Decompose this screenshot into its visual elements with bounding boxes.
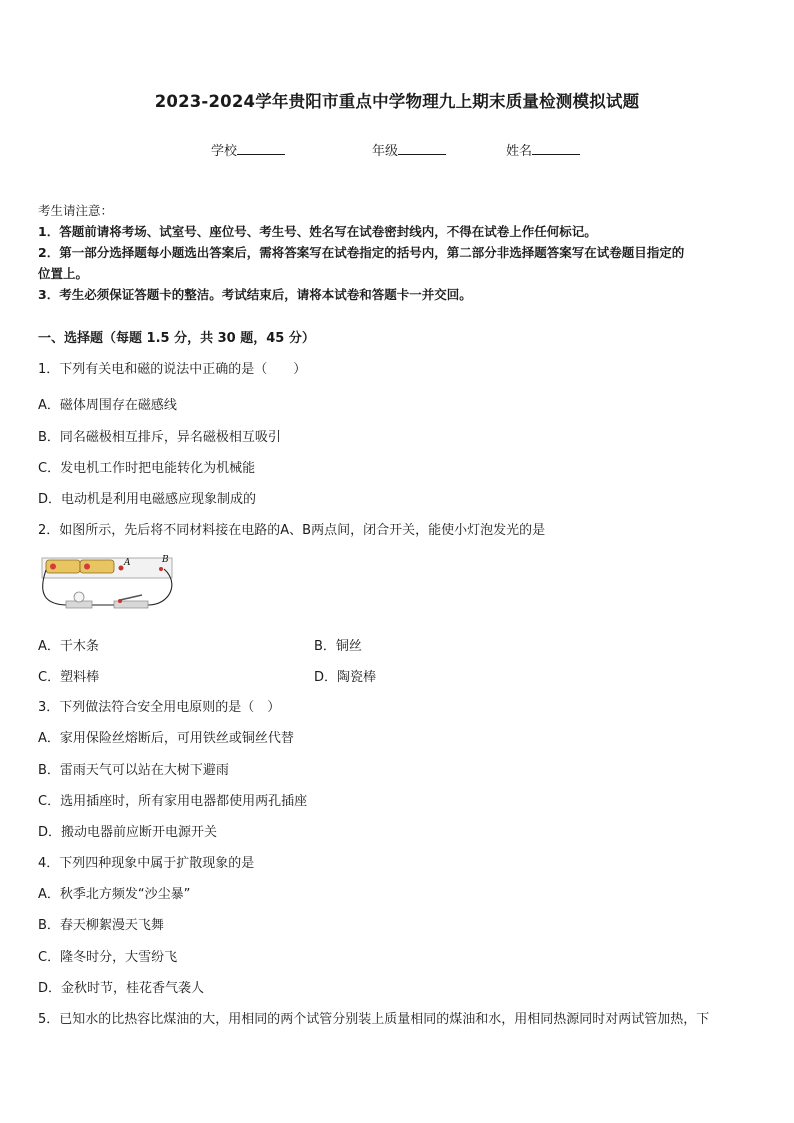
circuit-diagram (38, 553, 178, 615)
option-d[interactable]: D．陶瓷棒 (314, 670, 377, 685)
option-c[interactable]: C．发电机工作时把电能转化为机械能 (38, 461, 256, 476)
notice-item: 位置上。 (38, 266, 89, 281)
grade-label: 年级 (372, 144, 399, 159)
terminal-a (119, 566, 124, 571)
option-c[interactable]: C．隆冬时分，大雪纷飞 (38, 950, 178, 965)
question-stem: 4．下列四种现象中属于扩散现象的是 (38, 856, 255, 871)
notice-item: 2．第一部分选择题每小题选出答案后，需将答案写在试卷指定的括号内，第二部分非选择题答案写在试卷题目指定的 (38, 245, 685, 260)
switch-post (118, 599, 122, 603)
option-a[interactable]: A．磁体周围存在磁感线 (38, 398, 177, 413)
label-b: B (162, 555, 169, 565)
bulb (74, 592, 84, 602)
option-d[interactable]: D．电动机是利用电磁感应现象制成的 (38, 492, 257, 507)
notice-item: 3．考生必须保证答题卡的整洁。考试结束后，请将本试卷和答题卡一并交回。 (38, 287, 472, 302)
grade-blank[interactable] (398, 141, 446, 155)
battery-2-terminal (84, 564, 90, 570)
question-stem: 3．下列做法符合安全用电原则的是（ ） (38, 700, 281, 715)
switch-lever (120, 595, 142, 600)
option-d[interactable]: D．金秋时节，桂花香气袭人 (38, 981, 205, 996)
school-label: 学校 (211, 144, 238, 159)
question-stem: 5．已知水的比热容比煤油的大，用相同的两个试管分别装上质量相同的煤油和水，用相同热源同时对两试管加热，下 (38, 1012, 710, 1027)
option-b[interactable]: B．同名磁极相互排斥，异名磁极相互吸引 (38, 430, 281, 445)
option-a[interactable]: A．秋季北方频发“沙尘暴” (38, 887, 191, 902)
grade-field (372, 140, 446, 159)
question-stem: 2．如图所示，先后将不同材料接在电路的A、B两点间，闭合开关，能使小灯泡发光的是 (38, 523, 546, 538)
option-c[interactable]: C．塑料棒 (38, 670, 100, 685)
name-field (506, 140, 580, 159)
name-label: 姓名 (506, 144, 533, 159)
notice-item: 1．答题前请将考场、试室号、座位号、考生号、姓名写在试卷密封线内，不得在试卷上作任何标记。 (38, 224, 597, 239)
question-stem: 1．下列有关电和磁的说法中正确的是（ ） (38, 362, 307, 377)
battery-1-terminal (50, 564, 56, 570)
notice-heading: 考生请注意： (38, 203, 114, 218)
option-b[interactable]: B．铜丝 (314, 639, 362, 654)
school-field (211, 140, 285, 159)
option-c[interactable]: C．选用插座时，所有家用电器都使用两孔插座 (38, 794, 308, 809)
option-a[interactable]: A．干木条 (38, 639, 99, 654)
school-blank[interactable] (237, 141, 285, 155)
notice-block (38, 200, 760, 305)
exam-title: 2023-2024学年贵阳市重点中学物理九上期末质量检测模拟试题 (154, 92, 640, 111)
section-heading: 一、选择题（每题 1.5 分，共 30 题，45 分） (38, 331, 315, 346)
option-b[interactable]: B．春天柳絮漫天飞舞 (38, 918, 164, 933)
terminal-b (159, 567, 163, 571)
label-a: A (124, 558, 131, 568)
name-blank[interactable] (532, 141, 580, 155)
option-a[interactable]: A．家用保险丝熔断后，可用铁丝或铜丝代替 (38, 731, 294, 746)
option-b[interactable]: B．雷雨天气可以站在大树下避雨 (38, 763, 229, 778)
option-d[interactable]: D．搬动电器前应断开电源开关 (38, 825, 218, 840)
